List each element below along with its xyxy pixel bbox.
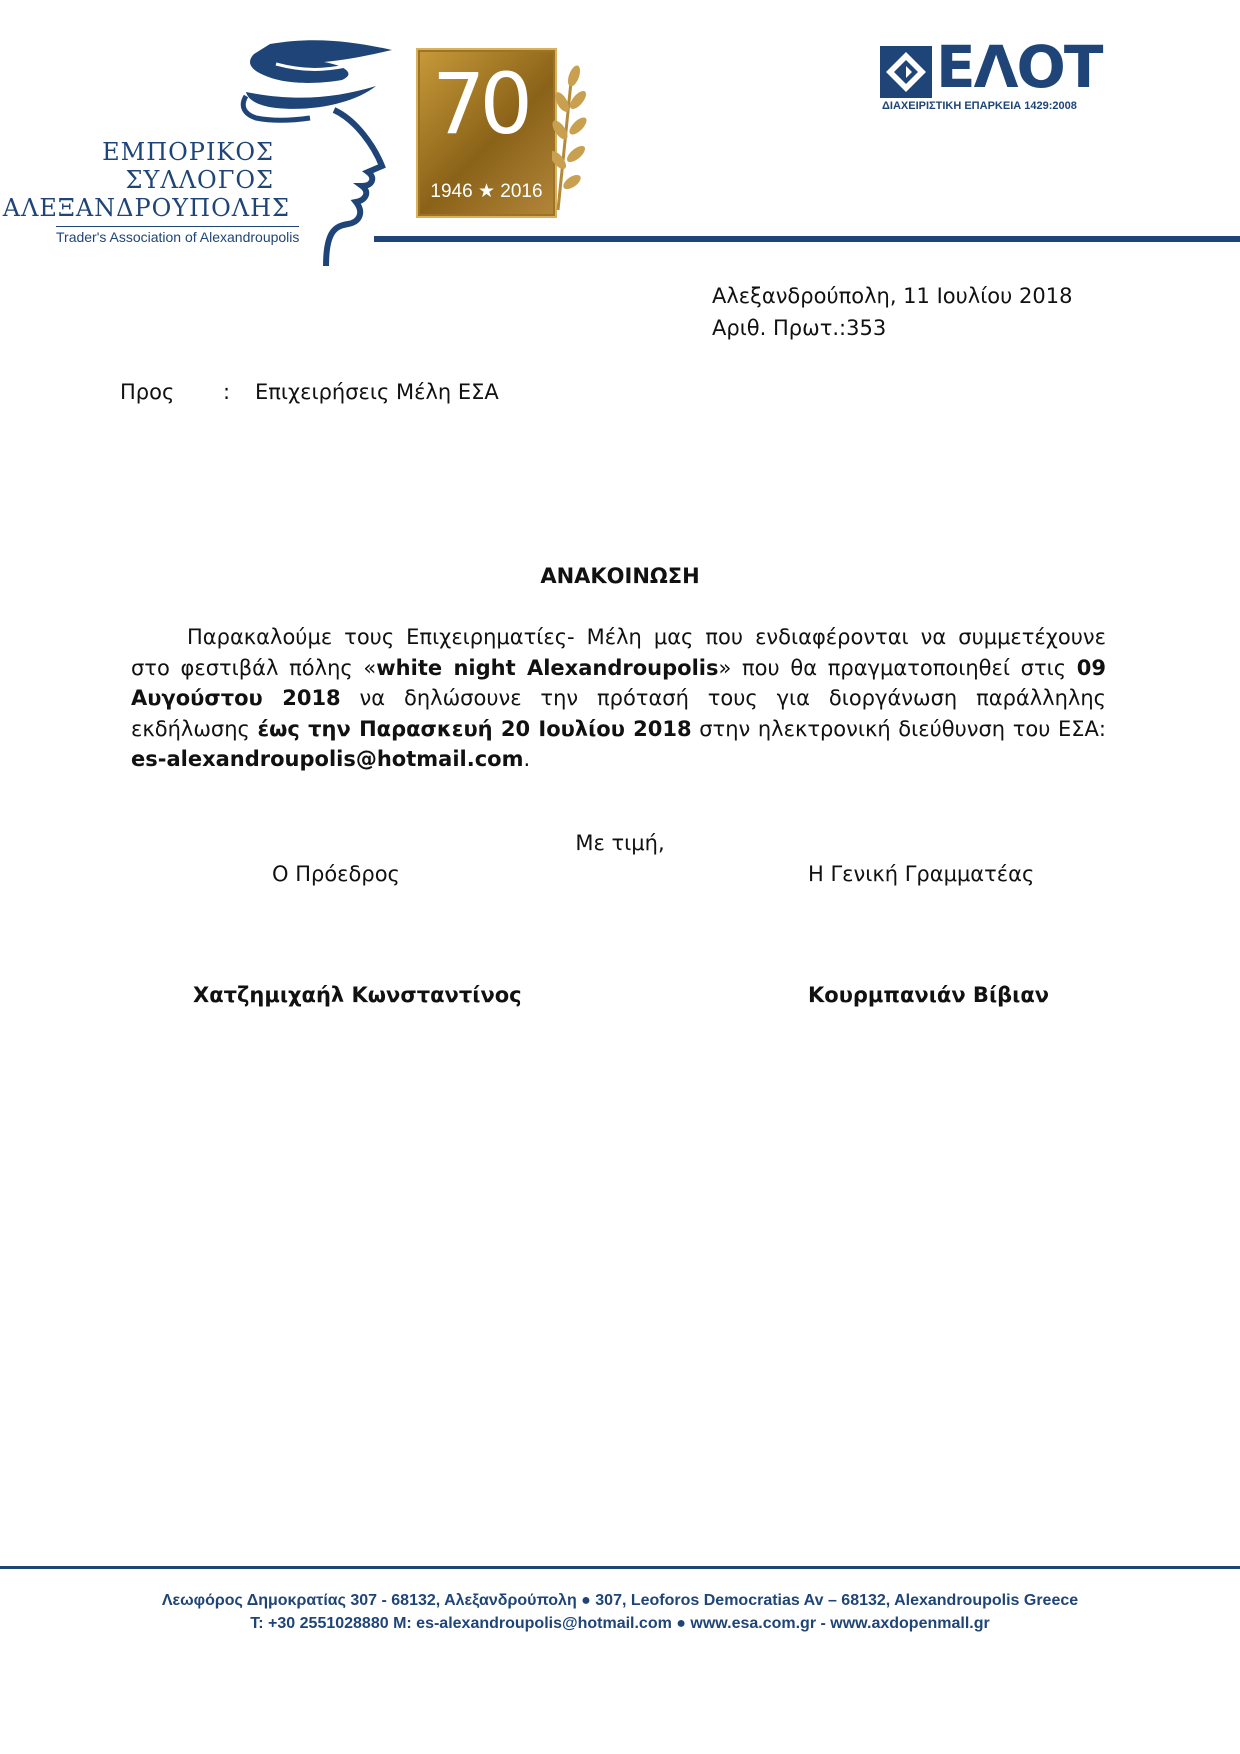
event-date: 09 Αυγούστου 2018 [131,655,1106,710]
association-name-line1: ΕΜΠΟΡΙΚΟΣ [102,138,274,166]
footer-contacts: T: +30 2551028880 M: es-alexandroupolis@hotmail.com ● www.esa.com.gr - www.axdopenmall.gr [250,1615,990,1632]
elot-diamond-icon [880,46,932,98]
association-name-line2: ΣΥΛΛΟΓΟΣ [125,166,274,194]
body-text-2: » που θα πραγματοποιηθεί στις [718,655,1077,680]
contact-email: es-alexandroupolis@hotmail.com [131,747,524,771]
anniversary-badge [416,48,588,218]
secretary-name: Κουρμπανιάν Βίβιαν [808,983,1050,1007]
anniversary-box [416,48,557,218]
recipient-colon: : [223,380,231,404]
recipient-label: Προς [120,380,175,404]
elot-logo [880,33,1102,116]
president-title: Ο Πρόεδρος [272,862,400,886]
association-name-line3: ΑΛΕΞΑΝΔΡΟΥΠΟΛΗΣ [2,194,290,222]
laurel-branch-icon [552,62,588,212]
deadline-date: έως την Παρασκευή 20 Ιουλίου 2018 [257,716,692,741]
recipient-value: Επιχειρήσεις Μέλη ΕΣΑ [255,380,499,404]
announcement-title: ΑΝΑΚΟΙΝΩΣΗ [540,564,700,588]
elot-wordmark: ΕΛΟΤ [936,33,1102,101]
secretary-title: Η Γενική Γραμματέας [808,862,1035,886]
protocol-number: Αριθ. Πρωτ.:353 [712,316,887,340]
elot-subtitle: ΔΙΑΧΕΙΡΙΣΤΙΚΗ ΕΠΑΡΚΕΙΑ 1429:2008 [882,100,1077,112]
header-rule [374,236,1240,242]
anniversary-years: 1946 ★ 2016 [430,181,543,202]
body-text-1: Παρακαλούμε τους Επιχειρηματίες- Μέλη μας που ενδιαφέρονται να συμμετέχουνε στο φεστιβάλ πόλης « [131,625,1106,680]
body-text-4: στην ηλεκτρονική διεύθυνση του ΕΣΑ: [691,716,1106,741]
announcement-body [131,622,1106,775]
body-text-5: . [523,747,531,771]
footer-rule [0,1566,1240,1569]
festival-name: white night Alexandroupolis [376,655,719,680]
association-logo [2,36,386,266]
association-english-name: Trader's Association of Alexandroupolis [56,226,299,245]
body-text-3: να δηλώσουνε την πρότασή τους για διοργάνωση παράλληλης εκδήλωσης [131,686,1106,741]
closing-salutation: Με τιμή, [575,831,665,855]
footer-address: Λεωφόρος Δημοκρατίας 307 - 68132, Αλεξανδρούπολη ● 307, Leoforos Democratias Av – 68132, Alexandroupolis Greece [161,1592,1079,1609]
anniversary-number: 70 [432,55,527,153]
president-name: Χατζημιχαήλ Κωνσταντίνος [193,983,522,1007]
letter-date: Αλεξανδρούπολη, 11 Ιουλίου 2018 [712,284,1073,308]
